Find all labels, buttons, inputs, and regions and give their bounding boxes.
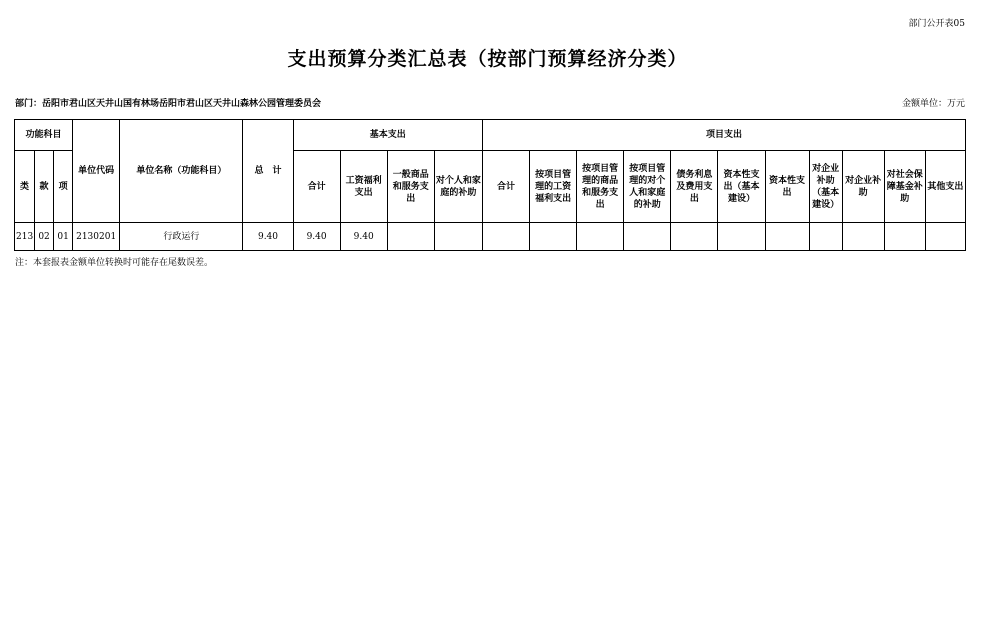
cell-empty [925, 223, 965, 251]
header-project-col: 资本性支出 [765, 151, 809, 223]
cell-empty [809, 223, 842, 251]
cell-unit-code: 2130201 [73, 223, 120, 251]
header-basic-col: 工资福利支出 [340, 151, 387, 223]
header-basic-expenditure: 基本支出 [293, 120, 482, 151]
cell-empty [765, 223, 809, 251]
header-project-col: 资本性支出（基本建设） [718, 151, 765, 223]
cell-empty [530, 223, 577, 251]
header-total: 总 计 [243, 120, 293, 223]
header-project-col: 按项目管理的商品和服务支出 [577, 151, 624, 223]
page-title: 支出预算分类汇总表（按部门预算经济分类） [287, 48, 688, 70]
header-xiang: 项 [54, 151, 73, 223]
cell-empty [577, 223, 624, 251]
header-basic-col: 合计 [293, 151, 340, 223]
amount-unit-label: 金额单位：万元 [901, 99, 965, 109]
cell-empty [718, 223, 765, 251]
header-unit-name: 单位名称（功能科目） [120, 120, 243, 223]
cell-basic-total: 9.40 [293, 223, 340, 251]
department-label: 部门：岳阳市君山区天井山国有林场岳阳市君山区天井山森林公园管理委员会 [15, 99, 322, 109]
header-func-subject: 功能科目 [15, 120, 73, 151]
cell-xiang: 01 [54, 223, 73, 251]
header-project-col: 债务利息及费用支出 [671, 151, 718, 223]
header-unit-code: 单位代码 [73, 120, 120, 223]
cell-empty [434, 223, 482, 251]
cell-empty [387, 223, 434, 251]
header-lei: 类 [15, 151, 35, 223]
header-project-col: 对社会保障基金补助 [884, 151, 925, 223]
cell-kuan: 02 [35, 223, 54, 251]
cell-total: 9.40 [243, 223, 293, 251]
table-number-label: 部门公开表05 [908, 19, 965, 29]
header-project-expenditure: 项目支出 [482, 120, 965, 151]
header-project-col: 对企业补助 [842, 151, 884, 223]
cell-empty [671, 223, 718, 251]
header-project-col: 对企业补助（基本建设） [809, 151, 842, 223]
header-kuan: 款 [35, 151, 54, 223]
cell-lei: 213 [15, 223, 35, 251]
footnote: 注：本套报表金额单位转换时可能存在尾数误差。 [15, 258, 214, 268]
cell-empty [842, 223, 884, 251]
header-basic-col: 对个人和家庭的补助 [434, 151, 482, 223]
header-project-col: 合计 [482, 151, 529, 223]
header-project-col: 按项目管理的对个人和家庭的补助 [624, 151, 671, 223]
header-basic-col: 一般商品和服务支出 [387, 151, 434, 223]
cell-salary: 9.40 [340, 223, 387, 251]
budget-table [14, 119, 966, 251]
header-project-col: 其他支出 [925, 151, 965, 223]
cell-empty [884, 223, 925, 251]
table-row [15, 223, 966, 251]
cell-unit-name: 行政运行 [120, 223, 243, 251]
header-project-col: 按项目管理的工资福利支出 [530, 151, 577, 223]
cell-empty [482, 223, 529, 251]
cell-empty [624, 223, 671, 251]
